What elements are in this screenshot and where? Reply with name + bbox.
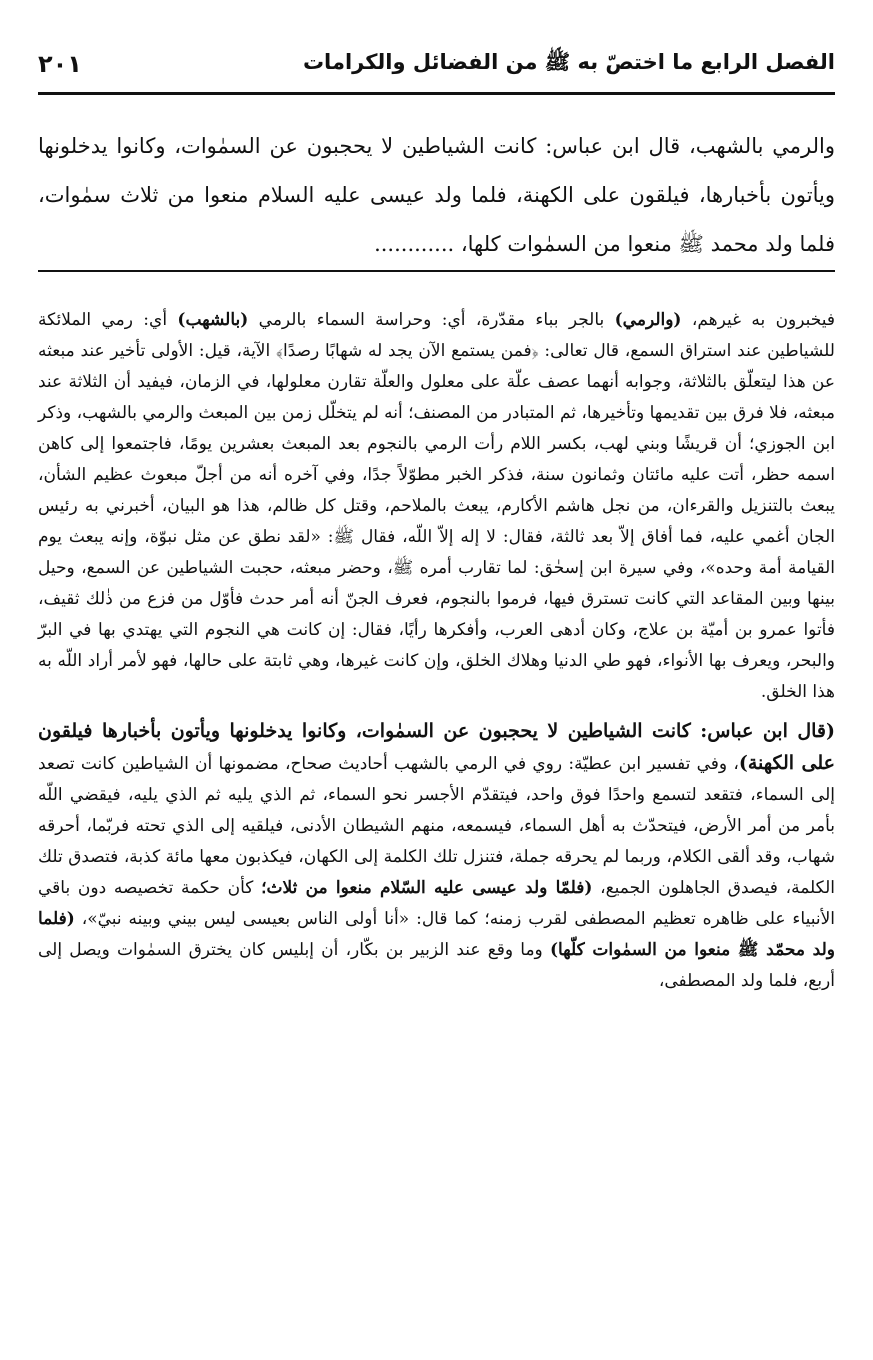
quoted-term: (قال ابن عباس: كانت الشياطين لا يحجبون عن السمٰوات، وكانوا يدخلونها ويأتون بأخبارها فيلقون على الكهنة): [38, 720, 835, 774]
main-text-paragraph: والرمي بالشهب، قال ابن عباس: كانت الشياطين لا يحجبون عن السمٰوات، وكانوا يدخلونها ويأتون بأخبارها، فيلقون على الكهنة، فلما ولد عيسى عليه السلام منعوا من ثلاث سمٰوات، فلما ولد محمد ﷺ منعوا من السمٰوات كلها، ............: [38, 134, 835, 256]
header-divider: [38, 92, 835, 95]
commentary-text-run: فيخبرون به غيرهم،: [681, 310, 835, 330]
commentary-paragraph-2: [38, 716, 835, 997]
commentary-text-run: أي: رمي الملائكة للشياطين عند استراق السمع، قال تعالى: ﴿فمن يستمع الآن يجد له شهابًا رصدًا﴾ الآية، قيل: الأولى تأخير عند مبعثه عن هذا ليتعلّق بالثلاثة، وجوابه أنهما عصف علّة على معلول والعلّة تقارن معلولها، في الزمان، فيفيد أن الثلاثة عند مبعثه، فلا فرق بين تقديمها وتأخيرها، ثم المتبادر من المصنف؛ أنه لم يتخلّل زمن بين المبعث والرمي بالشهب، وذكر ابن الجوزي؛ أن قريشًا وبني لهب، بكسر اللام رأت الرمي بالنجوم بعد المبعث بعشرين يومًا، فاجتمعوا إلى كاهن اسمه حظر، أتت عليه مائتان وثمانون سنة، فذكر الخبر مطوّلاً جدًا، وفي آخره أنه من أجلّ مبعوث عظيم الشأن، يبعث بالتنزيل والقرءان، من نجل هاشم الأكارم، يبعث بالملاحم، وقتل كل ظالم، هذا هو البيان، أخبرني به رئيس الجان أغمي عليه، فما أفاق إلاّ بعد ثالثة، فقال: لا إله إلاّ اللّه، فقال ﷺ: «لقد نطق عن مثل نبوّة، وإنه يبعث يوم القيامة أمة وحده»، وفي سيرة ابن إسحٰق: لما تقارب أمره ﷺ، وحضر مبعثه، حجبت الشياطين عن السمع، وحيل بينها وبين المقاعد التي كانت تسترق فيها، فرموا بالنجوم، فعرف الجنّ أنه أمر حدث فأوّل من فزع من ذٰلك ثقيف، فأتوا عمرو بن أميّة بن علاج، وكان أدهى العرب، وأفكرها رأيًا، فقال: إن كانت هي النجوم التي يهتدي بها في البرّ والبحر، ويعرف بها الأنواء، فهو طي الدنيا وهلاك الخلق، وإن كانت غيرها، وهي ثابتة على حالها، فهو لأمر أراد اللّه به هذا الخلق.: [38, 310, 835, 702]
commentary-text-run: وما وقع عند الزبير بن بكّار، أن إبليس كان يخترق السمٰوات ويصل إلى أربع، فلما ولد المصطفى،: [38, 940, 835, 991]
quoted-term: (والرمي): [614, 310, 682, 330]
commentary-text-run: بالجر بباء مقدّرة، أي: وحراسة السماء بالرمي: [248, 310, 615, 330]
commentary-text-run: كأن حكمة تخصيصه دون باقي الأنبياء على ظاهره تعظيم المصطفى لقرب زمنه؛ كما قال: «أنا أولى الناس بعيسى ليس بيني وبينه نبيّ»،: [38, 878, 835, 929]
quoted-term: (بالشهب): [177, 310, 249, 330]
page-header: [38, 44, 835, 84]
main-text: [38, 122, 835, 269]
quoted-term: (فلما ولد محمّد ﷺ منعوا من السمٰوات كلّها): [38, 909, 835, 960]
commentary-divider: [38, 270, 835, 272]
chapter-title: الفصل الرابع ما اختصّ به ﷺ من الفضائل والكرامات: [302, 49, 835, 74]
quoted-term: (فلمّا ولد عيسى عليه السّلام منعوا من ثلاث؛: [261, 878, 593, 898]
commentary-paragraph-1: [38, 305, 835, 708]
page-number: ٢٠١: [38, 50, 82, 78]
commentary-text-run: ، وفي تفسير ابن عطيّة: روي في الرمي بالشهب أحاديث صحاح، مضمونها أن الشياطين كانت تصعد إلى السماء، فتقعد لتسمع واحدًا فوق واحد، فيتقدّم الأجسر نحو السماء، ثم الذي يليه ثم الذي يليه، فيقضي اللّه بأمر من أمر الأرض، فيتحدّث به أهل السماء، فيسمعه، منهم الشيطان الأدنى، فيلقيه إلى الذي تحته فربّما، أحرقه شهاب، وقد ألقى الكلام، وربما لم يحرقه جملة، فتنزل تلك الكلمة إلى الكهان، فيكذبون معها مائة كذبة، فتصدق تلك الكلمة، فيصدق الجاهلون الجميع،: [38, 754, 835, 898]
commentary-text: [38, 305, 835, 997]
